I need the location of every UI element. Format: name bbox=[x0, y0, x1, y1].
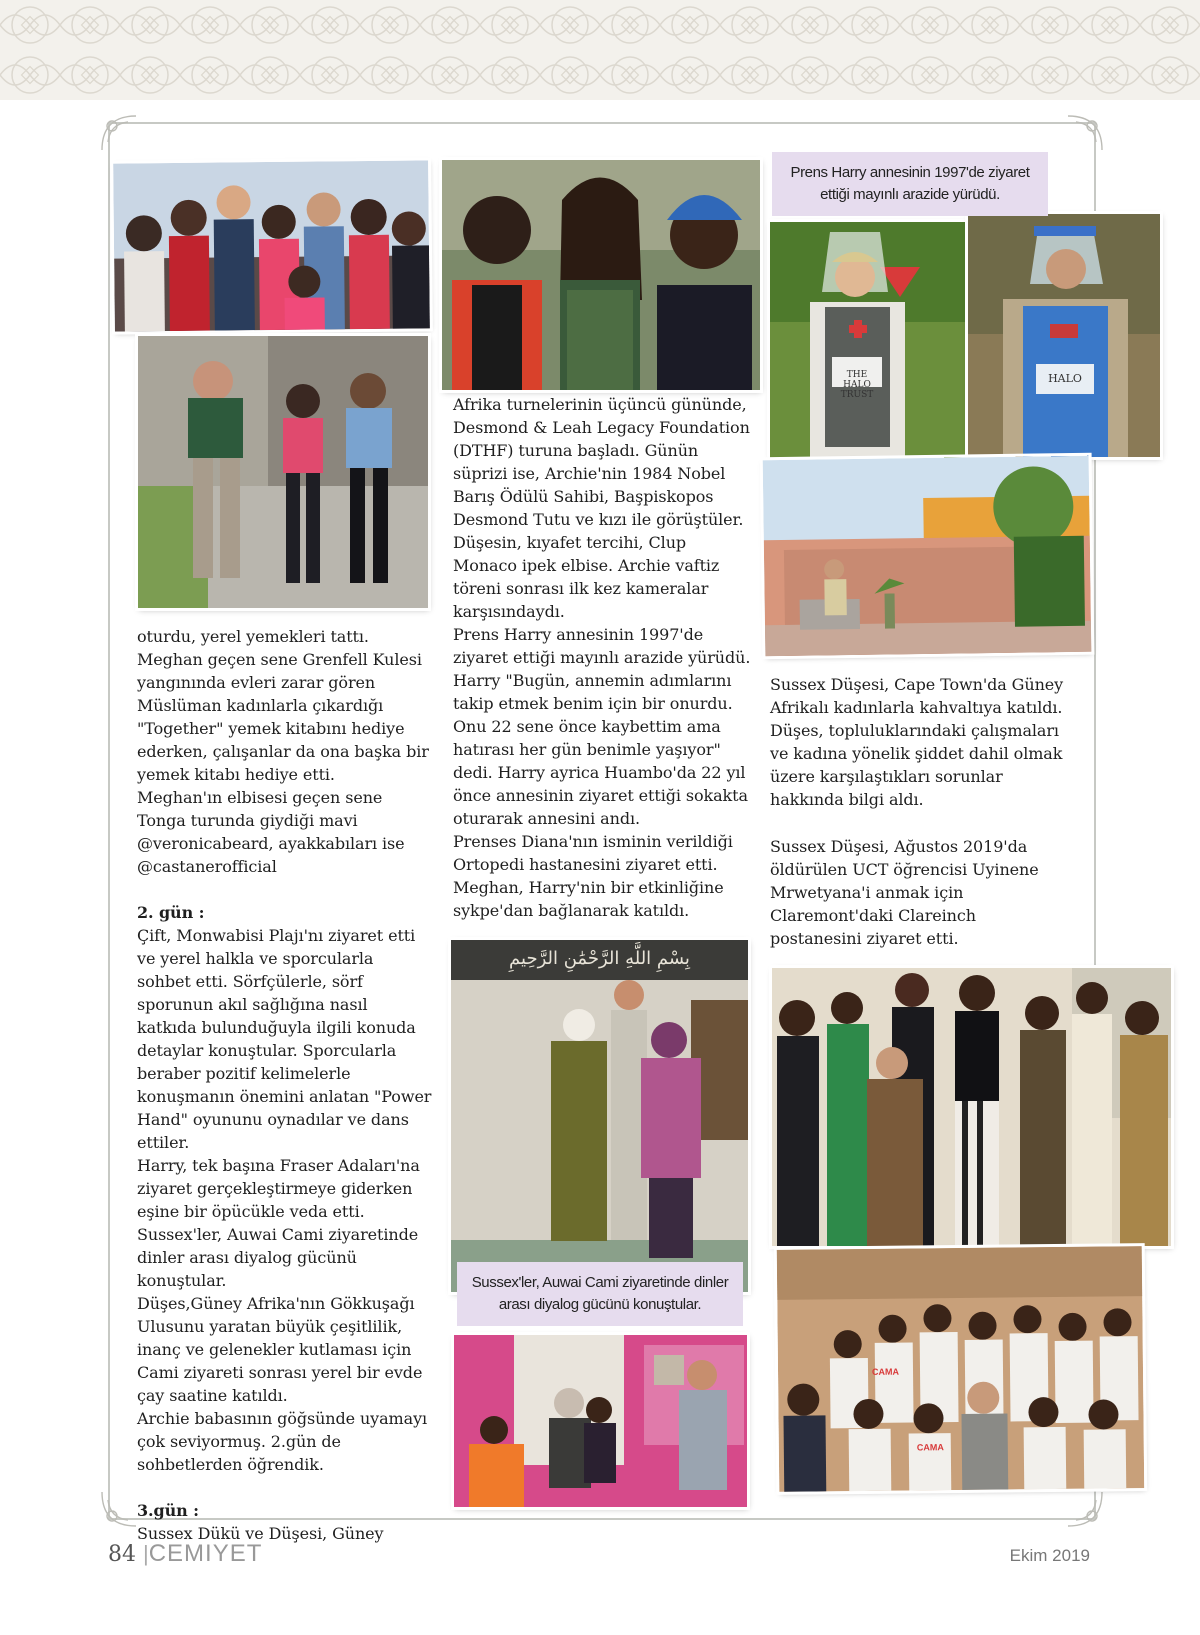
caption-mosque: Sussex'ler, Auwai Cami ziyaretinde dinler arası diyalog gücünü konuştular. bbox=[457, 1262, 743, 1326]
paragraph: Düşes,Güney Afrika'nın Gökkuşağı Ulusunu yaratan büyük çeşitlilik, inanç ve gelenekler kutlaması için Cami ziyareti sonrası yerel bir evde çay saatine katıldı. bbox=[137, 1294, 423, 1405]
text-column-3-top bbox=[770, 673, 1070, 811]
paragraph: oturdu, yerel yemekleri tattı. bbox=[137, 627, 369, 646]
paragraph bbox=[137, 878, 432, 901]
text-column-1 bbox=[137, 625, 432, 1545]
page-folio bbox=[108, 1540, 262, 1568]
page-number: 84 bbox=[108, 1542, 136, 1567]
paragraph: Afrika turnelerinin üçüncü gününde, Desmond & Leah Legacy Foundation (DTHF) turuna başladı. Günün süprizi ise, Archie'nin 1984 Nobel Barış Ödülü Sahibi, Başpiskopos Desmond Tutu ve kızı ile görüştüler. Düşesin, kıyafet tercihi, Clup Monaco ipek elbise. Archie vaftiz töreni sonrası ilk kez kameralar karşısındaydı. bbox=[453, 395, 750, 621]
header-pattern bbox=[0, 0, 1200, 100]
paragraph: Sussex'ler, Auwai Cami ziyaretinde dinler arası diyalog gücünü konuştular. bbox=[137, 1225, 419, 1290]
halo-text: HALO bbox=[1048, 372, 1082, 385]
photo-harry-hospital bbox=[763, 456, 1092, 657]
paragraph: Harry, tek başına Fraser Adaları'na ziyaret gerçekleştirmeye giderken eşine bir öpücükle veda etti. bbox=[137, 1156, 420, 1221]
photo-diana-minefield bbox=[770, 222, 968, 458]
photo-meghan-women bbox=[442, 160, 760, 390]
paragraph: Prenses Diana'nın isminin verildiği Ortopedi hastanesini ziyaret etti. bbox=[453, 832, 733, 874]
paragraph: Çift, Monwabisi Plajı'nı ziyaret etti ve yerel halkla ve sporcularla sohbet etti. Sörfçülerle, sörf sporunun akıl sağlığına nasıl katkıda bulunduğuyla ilgili konuda detaylar konuştular. Sporcularla beraber pozitif kelimelerle konuşmanın önemini anlatan "Power Hand" oyununu oynadılar ve dans ettiler. bbox=[137, 926, 432, 1152]
halo-trust-text: THE HALO TRUST bbox=[840, 370, 874, 400]
folio-separator: | bbox=[143, 1541, 149, 1566]
mosque-sign-text: بِسْمِ اللَّهِ الرَّحْمَٰنِ الرَّحِيمِ bbox=[509, 948, 690, 969]
section-heading: 3.gün : bbox=[137, 1501, 199, 1520]
paragraph bbox=[137, 1476, 432, 1499]
corner-ornament-icon bbox=[1064, 1488, 1106, 1530]
photo-tea-visit bbox=[454, 1335, 747, 1507]
paragraph: Archie babasının göğsünde uyamayı çok seviyormuş. 2.gün de sohbetlerden öğrendik. bbox=[137, 1409, 428, 1474]
tshirt-text: CAMA bbox=[916, 1442, 944, 1453]
magazine-name: CEMIYET bbox=[148, 1540, 263, 1567]
photo-harry-minefield bbox=[968, 214, 1160, 457]
ornament-pattern-icon bbox=[0, 0, 1200, 100]
corner-ornament-icon bbox=[98, 1488, 140, 1530]
text-column-3-bottom bbox=[770, 835, 1070, 950]
paragraph: Meghan geçen sene Grenfell Kulesi yangınında evleri zarar gören Müslüman kadınlarla çıkardığı "Together" yemek kitabını hediye ederken, çalışanlar da ona başka bir yemek kitabı hediye etti. bbox=[137, 650, 429, 784]
paragraph: Prens Harry annesinin 1997'de ziyaret ettiği mayınlı arazide yürüdü. Harry "Bugün, annemin adımlarını takip etmek benim için bir onurdu. Onu 22 sene önce kaybettim ama hatırası her gün benimle yaşıyor" dedi. Harry ayrica Huambo'da 22 yıl önce annesinin ziyaret ettiği sokakta oturarak annesini andı. bbox=[453, 625, 751, 828]
tshirt-text: CAMA bbox=[871, 1366, 900, 1377]
photo-women-breakfast bbox=[772, 968, 1171, 1246]
paragraph: Sussex Düşesi, Cape Town'da Güney Afrikalı kadınlarla kahvaltıya katıldı. Düşes, topluluklarındaki çalışmaları ve kadına yönelik şiddet dahil olmak üzere karşılaştıkları sorunlar hakkında bilgi aldı. bbox=[770, 675, 1064, 809]
photo-mosque-visit bbox=[451, 940, 748, 1292]
paragraph: Meghan'ın elbisesi geçen sene Tonga turunda giydiği mavi @veronicabeard, ayakkabıları ise @castanerofficial bbox=[137, 788, 405, 876]
paragraph: Meghan, Harry'nin bir etkinliğine sykpe'dan bağlanarak katıldı. bbox=[453, 878, 724, 920]
paragraph: Sussex Düşesi, Ağustos 2019'da öldürülen UCT öğrencisi Uyinene Mrwetyana'i anmak için Claremont'daki Clareinch postanesini ziyaret etti. bbox=[770, 837, 1039, 948]
caption-harry-minefield: Prens Harry annesinin 1997'de ziyaret ettiği mayınlı arazide yürüdü. bbox=[772, 152, 1048, 216]
photo-harry-dancing bbox=[138, 336, 428, 608]
section-heading: 2. gün : bbox=[137, 903, 205, 922]
photo-beach-crowd bbox=[113, 160, 430, 331]
text-column-2-bottom bbox=[453, 623, 753, 922]
corner-ornament-icon bbox=[98, 112, 140, 154]
text-column-2-top bbox=[453, 393, 753, 623]
photo-students-group bbox=[777, 1246, 1145, 1492]
corner-ornament-icon bbox=[1064, 112, 1106, 154]
paragraph: Sussex Dükü ve Düşesi, Güney bbox=[137, 1524, 384, 1543]
issue-date: Ekim 2019 bbox=[1009, 1546, 1090, 1565]
